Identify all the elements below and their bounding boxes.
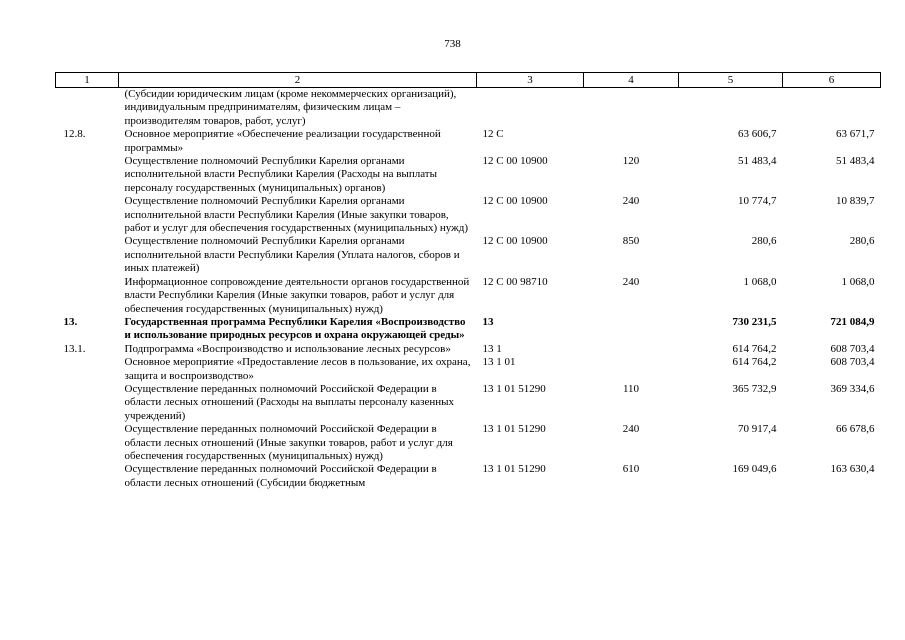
row-amount-1: 51 483,4: [738, 155, 777, 168]
row-number: [56, 463, 119, 490]
row-amount-2: 10 839,7: [836, 195, 875, 208]
header-col-5: 5: [679, 73, 783, 88]
row-expense-type: [584, 316, 679, 343]
row-amount-1: 730 231,5: [732, 315, 777, 328]
budget-table: [55, 72, 881, 490]
row-code: 13 1: [482, 342, 502, 355]
row-number: [56, 155, 119, 195]
row-name: Осуществление переданных полномочий Российской Федерации в области лесных отношений (Иные закупки товаров, работ и услуг для обеспечения государственных (муниципальных) нужд): [124, 423, 453, 462]
row-number: [56, 383, 119, 423]
table-header: [56, 73, 881, 88]
row-number: [56, 423, 119, 463]
row-expense-type: 240: [622, 423, 640, 436]
row-code: 13 1 01 51290: [482, 382, 546, 395]
row-amount-1: 614 764,2: [732, 342, 777, 355]
row-number: [56, 235, 119, 275]
row-amount-2: 280,6: [849, 235, 875, 248]
row-name: Основное мероприятие «Обеспечение реализации государственной программы»: [124, 128, 441, 154]
header-col-2: 2: [119, 73, 477, 88]
row-amount-2: 163 630,4: [830, 463, 875, 476]
row-number: 13.1.: [63, 342, 86, 355]
row-expense-type: [584, 88, 679, 129]
row-number: [56, 195, 119, 235]
row-amount-2: 66 678,6: [836, 423, 875, 436]
row-expense-type: 240: [622, 275, 640, 288]
table-row: [56, 88, 881, 129]
row-expense-type: [584, 128, 679, 155]
row-expense-type: 240: [622, 195, 640, 208]
row-amount-1: 169 049,6: [732, 463, 777, 476]
row-number: 12.8.: [63, 128, 86, 141]
row-number: 13.: [63, 315, 78, 328]
row-name: Осуществление полномочий Республики Карелия органами исполнительной власти Республики Карелия (Уплата налогов, сборов и иных платежей): [124, 235, 460, 275]
row-amount-2: 369 334,6: [830, 382, 875, 395]
row-code: 13: [482, 315, 494, 328]
table-row: [56, 356, 881, 383]
row-number: [56, 88, 119, 129]
row-code: 13 1 01 51290: [482, 463, 546, 476]
row-name: Осуществление переданных полномочий Российской Федерации в области лесных отношений (Субсидии бюджетным: [124, 463, 437, 489]
row-name: Осуществление полномочий Республики Карелия органами исполнительной власти Республики Карелия (Расходы на выплаты персоналу государственных (муниципальных) органов): [124, 155, 437, 194]
table-row: [56, 463, 881, 490]
table-row: [56, 383, 881, 423]
row-name: Информационное сопровождение деятельности органов государственной власти Республики Карелия (Иные закупки товаров, работ и услуг для обеспечения государственных (муниципальных) нужд): [124, 275, 470, 315]
row-name: Подпрограмма «Воспроизводство и использование лесных ресурсов»: [124, 342, 451, 355]
row-code: 13 1 01 51290: [482, 423, 546, 436]
table-row: [56, 423, 881, 463]
row-code: 12 С 00 10900: [482, 155, 548, 168]
table-row: [56, 195, 881, 235]
table-row: [56, 343, 881, 356]
table-row: [56, 128, 881, 155]
row-amount-2: [783, 88, 881, 129]
row-expense-type: 120: [622, 155, 640, 168]
row-amount-2: 1 068,0: [841, 275, 875, 288]
row-amount-2: 721 084,9: [830, 315, 875, 328]
page-number: 738: [444, 38, 461, 50]
row-name: Государственная программа Республики Карелия «Воспроизводство и использование природных ресурсов и охрана окружающей среды»: [124, 315, 466, 342]
header-col-3: 3: [477, 73, 584, 88]
header-col-6: 6: [783, 73, 881, 88]
header-col-1: 1: [56, 73, 119, 88]
row-name: Осуществление полномочий Республики Карелия органами исполнительной власти Республики Карелия (Иные закупки товаров, работ и услуг для обеспечения государственных (муниципальных) нужд): [124, 195, 469, 235]
row-amount-1: 70 917,4: [738, 423, 777, 436]
table-body: [56, 88, 881, 491]
row-name: Осуществление переданных полномочий Российской Федерации в области лесных отношений (Расходы на выплаты персоналу казенных учреждений): [124, 382, 455, 422]
row-number: [56, 356, 119, 383]
row-code: 12 С: [482, 128, 504, 141]
row-amount-2: 608 703,4: [830, 342, 875, 355]
row-amount-1: 10 774,7: [738, 195, 777, 208]
row-amount-2: 63 671,7: [836, 128, 875, 141]
row-amount-1: 63 606,7: [738, 128, 777, 141]
row-amount-1: 280,6: [751, 235, 777, 248]
row-code: 12 С 00 10900: [482, 235, 548, 248]
row-name: (Субсидии юридическим лицам (кроме некоммерческих организаций), индивидуальным предпринимателям, физическим лицам – производителям товаров, работ, услуг): [124, 88, 457, 127]
row-amount-1: 614 764,2: [732, 356, 777, 369]
table-row: [56, 276, 881, 316]
row-name: Основное мероприятие «Предоставление лесов в пользование, их охрана, защита и воспроизводство»: [124, 356, 471, 382]
row-amount-2: 51 483,4: [836, 155, 875, 168]
row-expense-type: 110: [622, 382, 640, 395]
row-code: 12 С 00 98710: [482, 275, 548, 288]
row-expense-type: [584, 343, 679, 356]
header-col-4: 4: [584, 73, 679, 88]
row-code: [477, 88, 584, 129]
row-amount-1: [679, 88, 783, 129]
table-row: [56, 235, 881, 275]
row-amount-1: 365 732,9: [732, 382, 777, 395]
row-expense-type: 610: [622, 463, 640, 476]
row-number: [56, 276, 119, 316]
row-code: 12 С 00 10900: [482, 195, 548, 208]
table-row: [56, 155, 881, 195]
table-row: [56, 316, 881, 343]
row-expense-type: [584, 356, 679, 383]
row-expense-type: 850: [622, 235, 640, 248]
row-code: 13 1 01: [482, 356, 516, 369]
row-amount-2: 608 703,4: [830, 356, 875, 369]
row-amount-1: 1 068,0: [743, 275, 777, 288]
